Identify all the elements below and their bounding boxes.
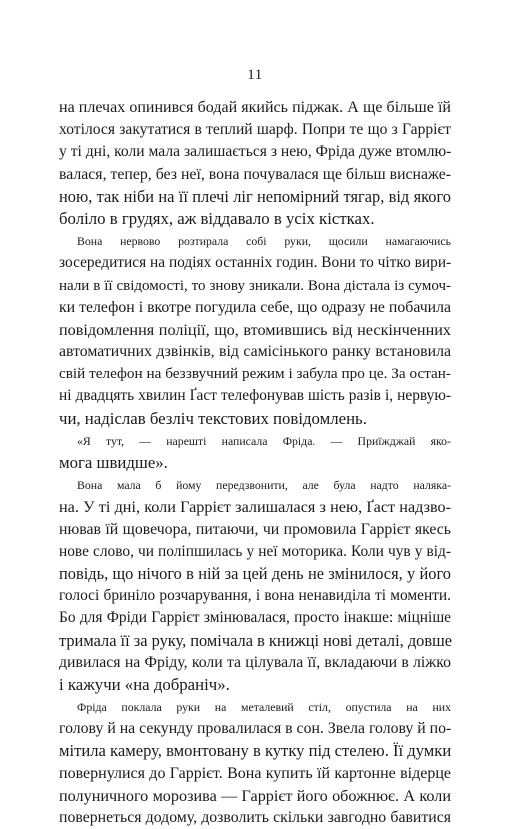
text-line: голосі бриніло розчарування, і вона ненавиділа ті моменти. — [59, 587, 451, 605]
text-line: ки телефон і вкотре погудила себе, що одразу не побачила — [59, 298, 451, 316]
text-line: ною, так ніби на її плечі ліг непомірний тягар, від якого — [59, 186, 451, 206]
text-line: у ті дні, коли мала залишається з нею, Фріда дуже втомлю- — [59, 143, 452, 161]
text-line: на плечах опинився бодай якийсь піджак. А ще більше їй — [59, 99, 451, 116]
paragraph — [59, 474, 451, 696]
text-line: чи, надіслав безліч текстових повідомлень. — [59, 408, 367, 428]
paragraph — [59, 430, 451, 474]
text-line: автоматичних дзвінків, від самісінького ранку встановила — [59, 343, 451, 361]
text-line: нали в її свідомості, то знову зникали. Вона дістала із сумоч- — [59, 277, 451, 294]
text-line: Вона нервово розтирала собі руки, щосили намагаючись — [77, 234, 451, 249]
text-line: ні двадцять хвилин Ґаст телефонував шість разів і, нервую- — [59, 387, 451, 405]
text-line: полуничного морозива — Гаррієт його обожнює. А коли — [59, 786, 451, 805]
text-line: тримала її за руку, помічала в книжці нові деталі, довше — [59, 630, 453, 650]
text-line: «Я тут, — нарешті написала Фріда. — Приїжджай яко- — [77, 433, 451, 448]
text-line: мога швидше». — [59, 453, 168, 472]
paragraph — [59, 230, 451, 430]
body-text — [59, 97, 451, 829]
text-line: повернеться додому, дозволить скільки завгодно бавитися — [59, 809, 451, 826]
text-line: Фріда поклала руки на металевий стіл, опустила на них — [77, 700, 451, 715]
paragraph — [59, 696, 451, 829]
text-line: і кажучи «на добраніч». — [59, 674, 230, 694]
text-line: дивилася на Фріду, коли та цілувала її, вкладаючи в ліжко — [59, 653, 451, 671]
text-line: свій телефон на беззвучний режим і забула про це. За остан- — [59, 365, 451, 383]
text-line: на. У ті дні, коли Гаррієт залишалася з нею, Ґаст надзво- — [59, 498, 451, 517]
text-line: Вона мала б йому передзвонити, але була надто наляка- — [77, 478, 451, 493]
text-line: хотілося закутатися в теплий шарф. Попри те що з Гаррієт — [59, 121, 451, 139]
text-line: валася, тепер, без неї, вона почувалася ще більш виснаже- — [59, 165, 451, 183]
text-line: зосередитися на подіях останніх годин. Вони то чітко вири- — [59, 254, 452, 272]
text-line: повідь, що нічого в ній за цей день не змінилося, у його — [59, 563, 451, 583]
page-number: 11 — [247, 67, 263, 83]
text-line: нове слово, чи поліпшилась у неї моторика. Коли чув у від- — [59, 542, 451, 560]
text-line: голову й на секунду провалилася в сон. Звела голову й по- — [59, 720, 452, 738]
text-line: повернулися до Гаррієт. Вона купить їй картонне відерце — [59, 764, 451, 782]
text-line: повідомлення поліції, що, втомившись від нескінченних — [59, 320, 451, 339]
text-line: мітила камеру, вмонтовану в кутку під стелею. Її думки — [59, 741, 452, 761]
text-line: боліло в грудях, аж віддавало в усіх кістках. — [59, 208, 375, 228]
text-line: нював їй щовечора, питаючи, чи промовила Гаррієт якесь — [59, 520, 451, 538]
paragraph — [59, 97, 451, 230]
text-line: Бо для Фріди Гаррієт змінювалася, просто інакше: міцніше — [59, 609, 451, 627]
